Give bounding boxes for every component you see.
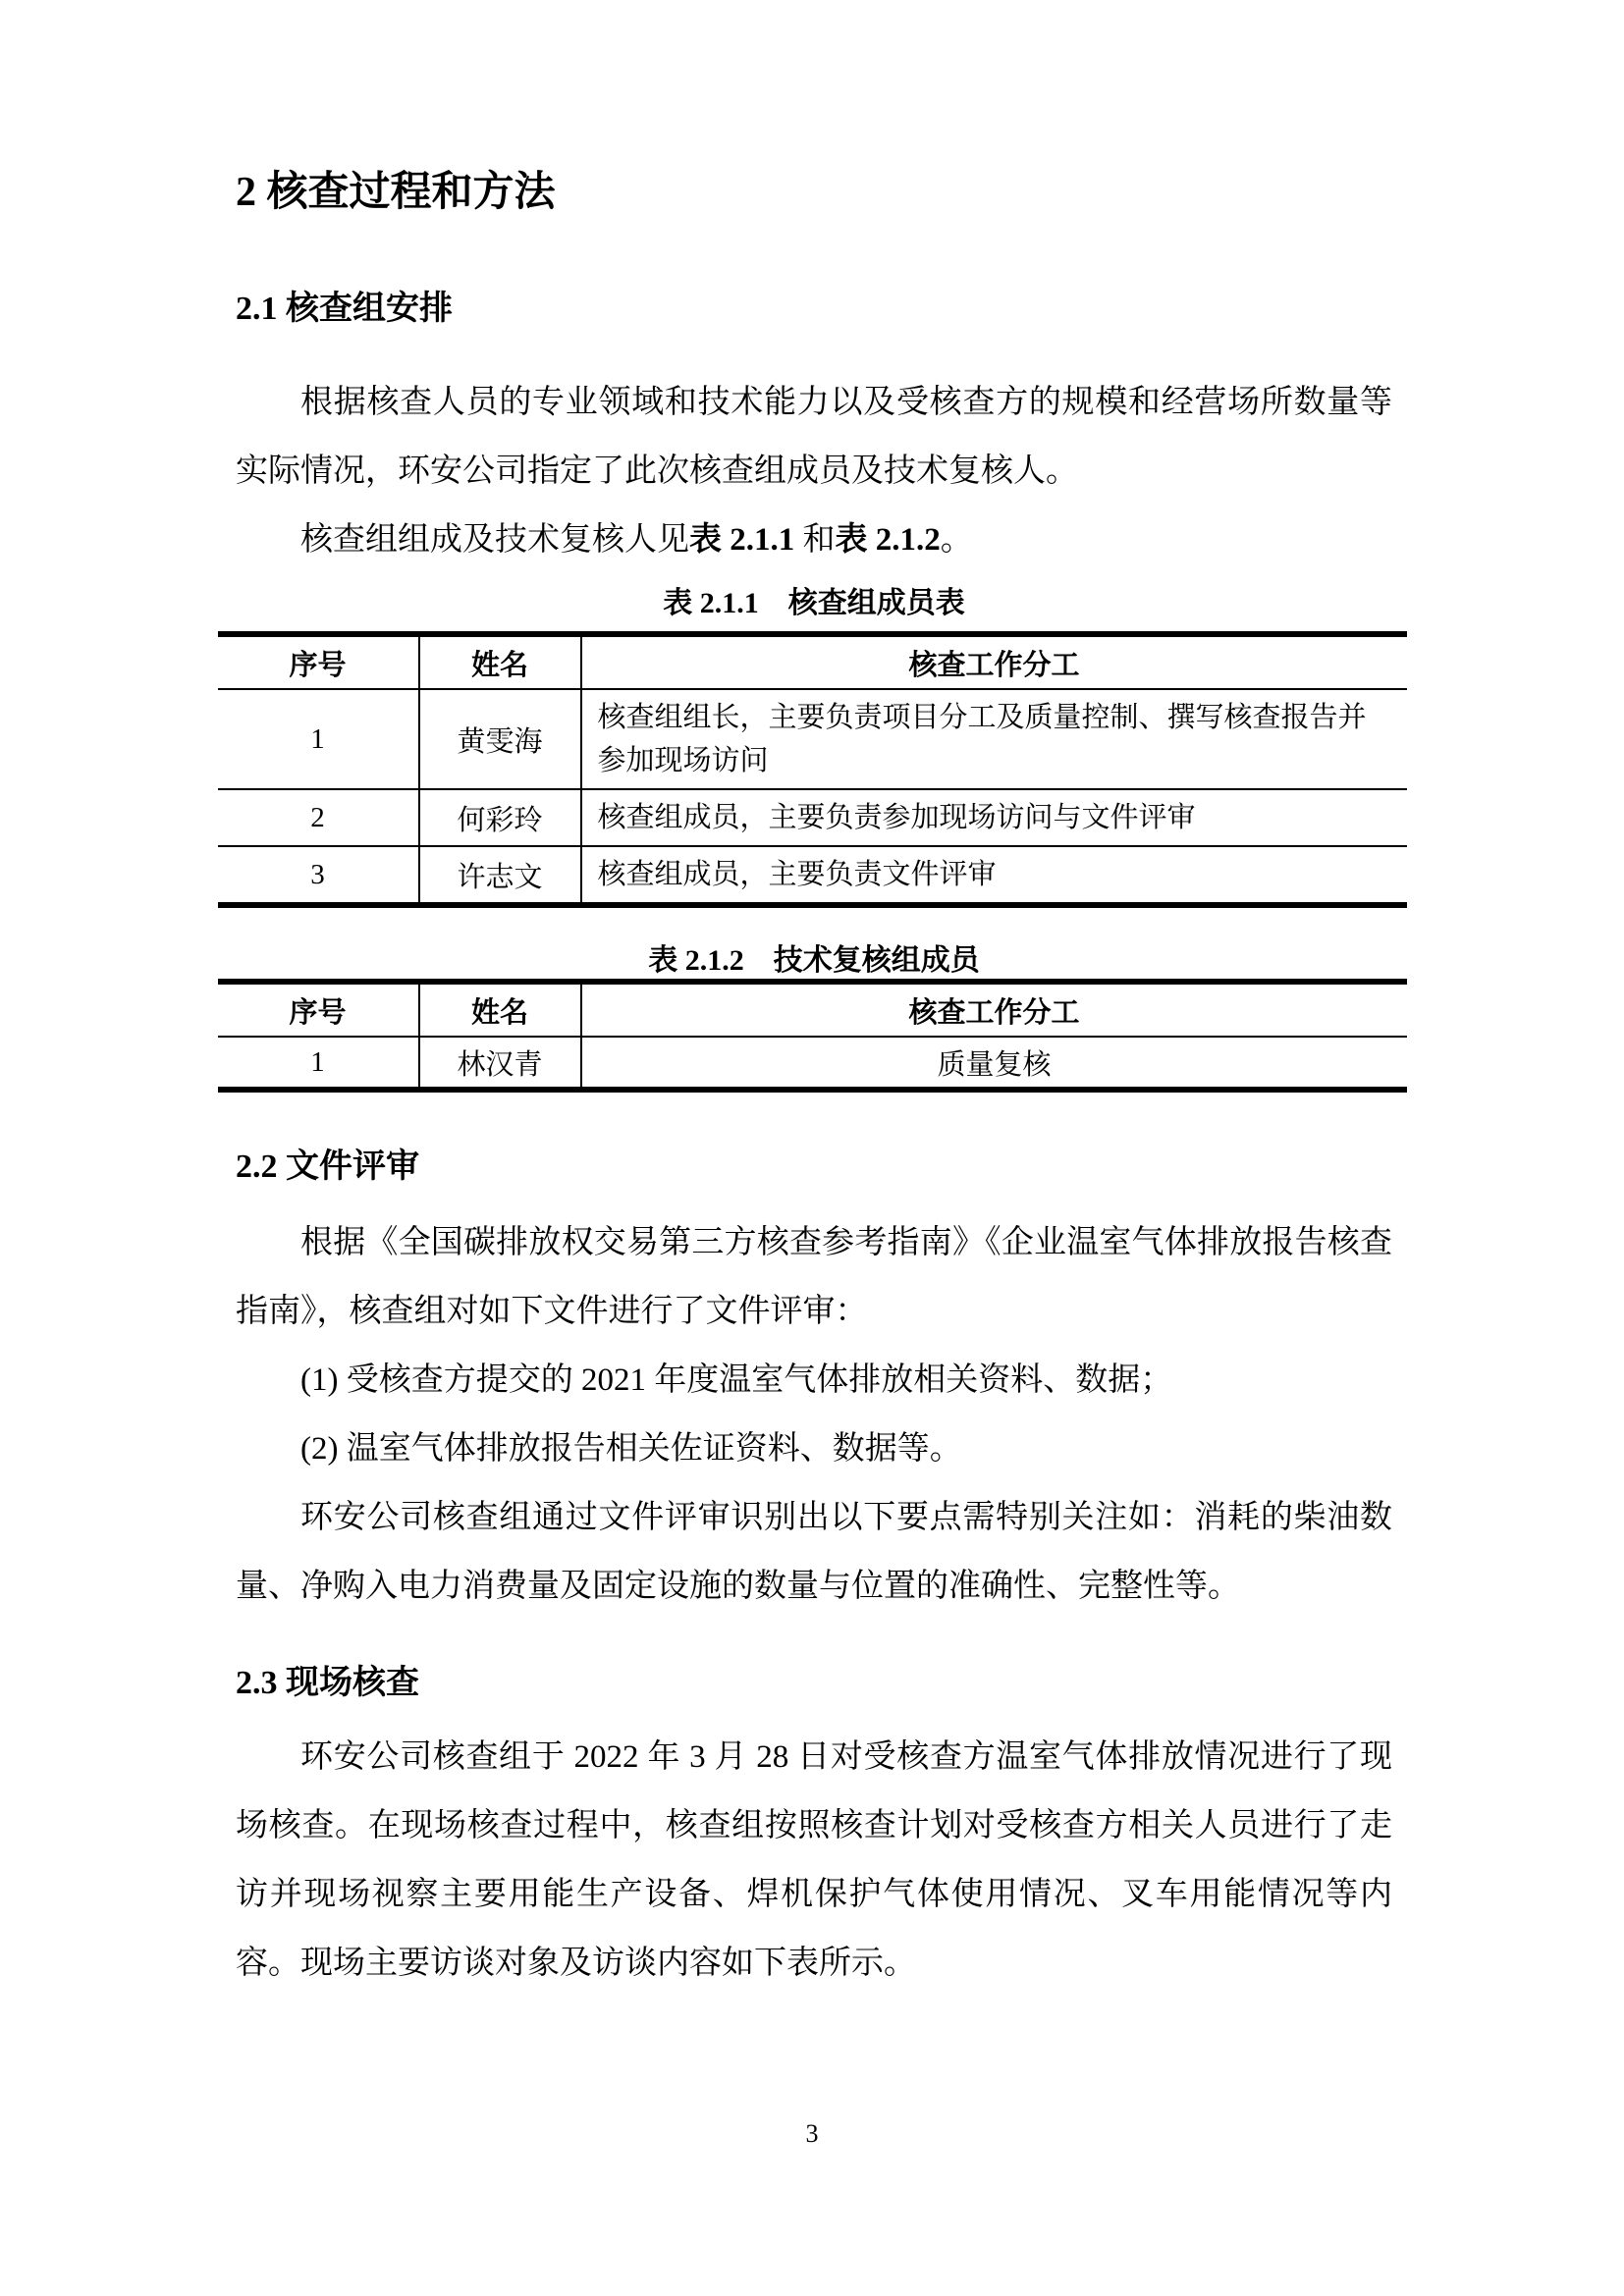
table-ref-2-1-1: 表 2.1.1 [689, 522, 795, 558]
table-verification-team [218, 631, 1407, 908]
table-2-1-1-caption: 表 2.1.1 核查组成员表 [663, 587, 965, 619]
paragraph-2-2-intro: 根据《全国碳排放权交易第三方核查参考指南》《企业温室气体排放报告核查指南》，核查组对如下文件进行了文件评审： [236, 1225, 1392, 1329]
table-2-1-2-caption: 表 2.1.2 技术复核组成员 [648, 944, 980, 977]
cell-no: 2 [218, 789, 419, 846]
list-item-2: (2) 温室气体排放报告相关佐证资料、数据等。 [300, 1431, 962, 1467]
header-cell-duty: 核查工作分工 [581, 634, 1407, 689]
header-cell-no: 序号 [218, 982, 419, 1037]
header-cell-duty: 核查工作分工 [581, 982, 1407, 1037]
cell-duty: 质量复核 [581, 1037, 1407, 1090]
paragraph-2-1-table-refs [236, 506, 1392, 574]
page-content [0, 0, 1624, 621]
header-cell-no: 序号 [218, 634, 419, 689]
table-row [218, 846, 1407, 905]
paragraph-2-3-intro: 环安公司核查组于 2022 年 3 月 28 日对受核查方温室气体排放情况进行了现场核查。在现场核查过程中，核查组按照核查计划对受核查方相关人员进行了走访并现场视察主要用能生产设备、焊机保护气体使用情况、叉车用能情况等内容。现场主要访谈对象及访谈内容如下表所示。 [236, 1739, 1392, 1981]
table-refs-connector: 和 [794, 522, 836, 558]
cell-name: 黄雯海 [419, 689, 581, 789]
cell-duty: 核查组组长，主要负责项目分工及质量控制、撰写核查报告并参加现场访问 [581, 689, 1407, 789]
page-content-middle [0, 943, 1624, 979]
table-row [218, 1037, 1407, 1090]
list-item-1: (1) 受核查方提交的 2021 年度温室气体排放相关资料、数据； [300, 1362, 1173, 1398]
cell-no: 1 [218, 689, 419, 789]
header-cell-name: 姓名 [419, 634, 581, 689]
section-heading-2-3: 2.3 现场核查 [236, 1665, 419, 1701]
cell-name: 林汉青 [419, 1037, 581, 1090]
header-cell-name: 姓名 [419, 982, 581, 1037]
table-header-row [218, 982, 1407, 1037]
table-ref-2-1-2: 表 2.1.2 [835, 522, 941, 558]
paragraph-2-1-intro: 根据核查人员的专业领域和技术能力以及受核查方的规模和经营场所数量等实际情况，环安公司指定了此次核查组成员及技术复核人。 [236, 385, 1392, 489]
table-row [218, 689, 1407, 789]
table-header-row [218, 634, 1407, 689]
page-number: 3 [805, 2119, 819, 2148]
section-heading-2-1: 2.1 核查组安排 [236, 291, 453, 327]
section-heading-2-2: 2.2 文件评审 [236, 1148, 419, 1185]
cell-name: 许志文 [419, 846, 581, 905]
paragraph-2-2-focus: 环安公司核查组通过文件评审识别出以下要点需特别关注如：消耗的柴油数量、净购入电力消费量及固定设施的数量与位置的准确性、完整性等。 [236, 1500, 1392, 1604]
table-refs-suffix: 。 [940, 522, 973, 558]
cell-name: 何彩玲 [419, 789, 581, 846]
cell-no: 1 [310, 1045, 325, 1078]
table-row [218, 789, 1407, 846]
cell-duty: 核查组成员，主要负责文件评审 [581, 846, 1407, 905]
table-refs-prefix: 核查组组成及技术复核人见 [300, 522, 689, 558]
cell-duty: 核查组成员，主要负责参加现场访问与文件评审 [581, 789, 1407, 846]
table-technical-review-team [218, 979, 1407, 1093]
chapter-heading: 2 核查过程和方法 [236, 170, 556, 215]
cell-no: 3 [310, 858, 325, 890]
page-content-lower [0, 1148, 1624, 1998]
